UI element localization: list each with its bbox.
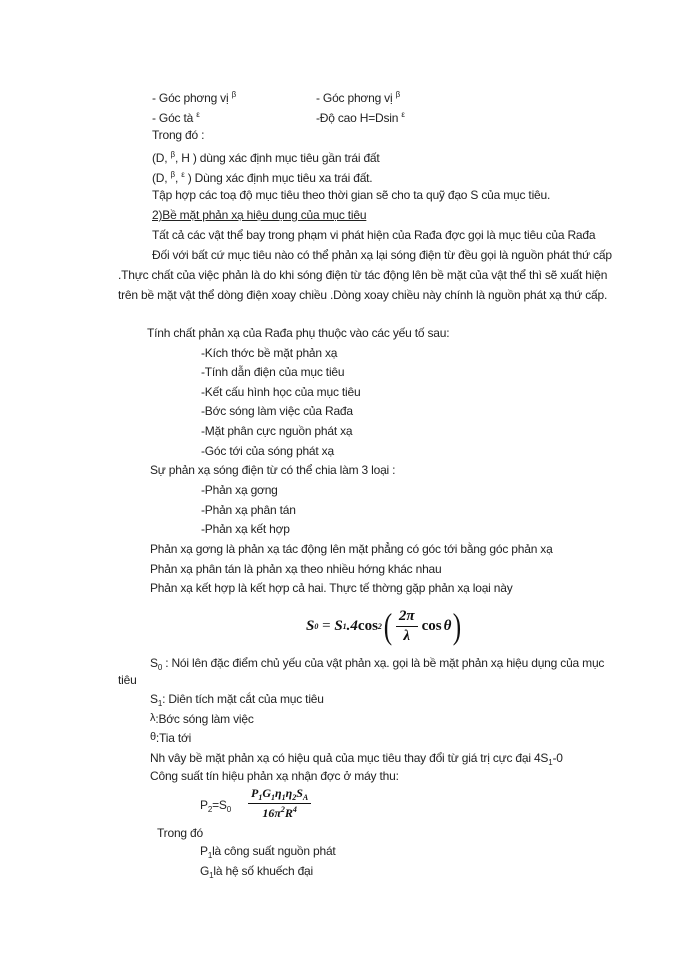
text-received-power: Công suất tín hiệu phản xạ nhận đợc ở máy thu: [150, 769, 399, 783]
text-reflection-types: Sự phản xạ sóng điện từ có thể chia làm 3 loại : [150, 463, 396, 477]
paragraph-line: trên bề mặt vật thể dòng điện xoay chiều .Dòng xoay chiều này chính là nguồn phát xạ thứ cấp. [118, 288, 608, 302]
list-item: -Mặt phân cực nguồn phát xạ [201, 424, 353, 438]
text-s1-def: $S_1$: Diên tích mặt cắt của mục tiêu [150, 692, 324, 708]
formula-effective-area: S 0 = S 1 .4 cos 2 ( $\frac{2\pi}{\lambda}$ cos θ ) [306, 606, 462, 646]
text-g1-def: $G_1là$ hệ số khuếch đại [200, 864, 313, 880]
text-far-earth: (D, $^\beta$, $^\varepsilon$ ) Dùng xác định mục tiêu xa trái đất. [152, 170, 373, 185]
list-item: -Góc tới của sóng phát xạ [201, 444, 334, 458]
text-theta-def: θ:Tia tới [150, 731, 192, 745]
list-item: -Phản xạ phân tán [201, 503, 296, 517]
paragraph-line: Phản xạ phân tán là phản xạ theo nhiều hớng khác nhau [150, 562, 442, 576]
text-trajectory: Tập hợp các toạ độ mục tiêu theo thời gian sẽ cho ta quỹ đạo S của mục tiêu. [152, 188, 551, 202]
text-conclusion: Nh vây bề mặt phản xạ có hiệu quả của mục tiêu thay đổi từ giá trị cực đại $4S_1-0$ [150, 751, 563, 767]
list-item: -Bớc sóng làm việc của Rađa [201, 404, 353, 418]
list-item: -Kết cấu hình học của mục tiêu [201, 385, 361, 399]
formula-power-fraction: $\frac{P_1G_1\eta_1\eta_2S_A}{16\pi^2R^4}$ [246, 786, 313, 821]
text-s0-def-cont: tiêu [118, 673, 137, 687]
section-heading: 2)Bề mặt phản xạ hiệu dụng của mục tiêu [152, 208, 367, 222]
paragraph-line: Đối với bất cứ mục tiêu nào có thể phản xạ lại sóng điện từ đều gọi là nguồn phát thứ cấp [152, 248, 612, 262]
list-item: -Kích thớc bề mặt phản xạ [201, 346, 338, 360]
text-s0-def: $S_0$ : Nói lên đặc điểm chủ yếu của vật phản xạ. gọi là bề mặt phản xạ hiệu dụng của mục [150, 656, 605, 672]
text-azimuth-1: - Góc phơng vị $^\beta$ [152, 90, 236, 105]
paragraph-line: Phản xạ kết hợp là kết hợp cả hai. Thực tế thờng gặp phản xạ loại này [150, 581, 513, 595]
paragraph-line: Phản xạ gơng là phản xạ tác động lên mặt phẳng có góc tới bằng góc phản xạ [150, 542, 553, 556]
text-trong-do-2: Trong đó [157, 826, 203, 840]
formula-power-lhs: $P_2=S_0$ [200, 798, 231, 814]
text-factors-intro: Tính chất phản xạ của Rađa phụ thuộc vào các yếu tố sau: [147, 326, 450, 340]
text-elevation-angle: - Góc tà $^\varepsilon$ [152, 110, 200, 125]
list-item: -Phản xạ kết hợp [201, 522, 290, 536]
text-near-earth: (D, $^\beta$, H ) dùng xác định mục tiêu gần trái đất [152, 150, 380, 165]
text-altitude: -Độ cao H=Dsin $^\varepsilon$ [316, 110, 405, 125]
text-azimuth-2: - Góc phơng vị $^\beta$ [316, 90, 400, 105]
text-trong-do-1: Trong đó : [152, 128, 205, 142]
text-lambda-def: λ:Bớc sóng làm việc [150, 712, 254, 726]
text-p1-def: $P_1là$ công suất nguồn phát [200, 844, 336, 860]
paragraph-line: .Thực chất của việc phản là do khi sóng điện từ tác động lên bề mặt của vật thể thì sẽ xuất hiện [118, 268, 608, 282]
list-item: -Tính dẫn điện của mục tiêu [201, 365, 345, 379]
list-item: -Phản xạ gơng [201, 483, 278, 497]
paragraph-line: Tất cả các vật thể bay trong phạm vi phát hiện của Rađa đợc gọi là mục tiêu của Rađa [152, 228, 596, 242]
